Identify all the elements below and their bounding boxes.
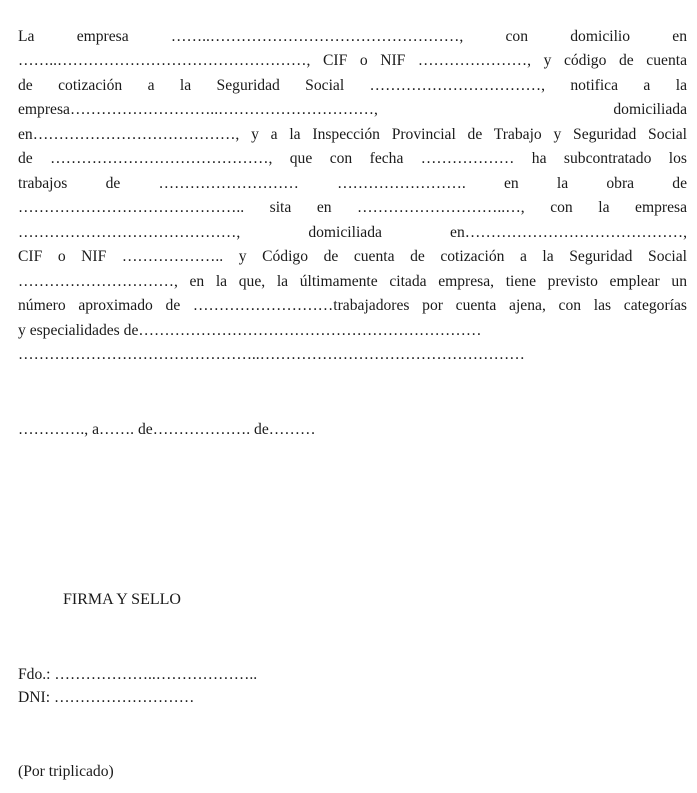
body-line-7: trabajos de ……………………… ……………………. en la obra de [18, 175, 687, 192]
footer-note: (Por triplicado) [18, 763, 114, 780]
dni-line: DNI: ……………………… [18, 689, 195, 706]
body-line-13: y especialidades de………………………………………………………… [18, 322, 482, 339]
body-line-6: de ……………………………………, que con fecha ……………… ha subcontratado los [18, 150, 687, 167]
body-line-10: CIF o NIF ……………….. y Código de cuenta de cotización a la Seguridad Social [18, 248, 687, 265]
date-line: …………., a……. de………………. de……… [18, 421, 316, 438]
body-line-11: …………………………, en la que, la últimamente citada empresa, tiene previsto emplear un [18, 273, 687, 290]
body-line-3: de cotización a la Seguridad Social ……………………………, notifica a la [18, 77, 687, 94]
fdo-line: Fdo.: ………………..……………….. [18, 666, 258, 683]
body-line-1: La empresa ……..…………………………………………, con domicilio en [18, 28, 687, 45]
body-line-2: ……..…………………………………………, CIF o NIF …………………, y código de cuenta [18, 52, 687, 69]
body-line-4: empresa………………………..…………………………, domiciliada [18, 101, 687, 118]
signature-label: FIRMA Y SELLO [63, 591, 181, 608]
body-line-9: ……………………………………, domiciliada en……………………………………, [18, 224, 687, 241]
body-line-12: número aproximado de ………………………trabajadores por cuenta ajena, con las categorías [18, 297, 687, 314]
body-line-14: ………………………………………..…………………………………………… [18, 346, 525, 363]
body-line-5: en…………………………………, y a la Inspección Provincial de Trabajo y Seguridad Social [18, 126, 687, 143]
body-line-8: …………………………………….. sita en ………………………..…, con la empresa [18, 199, 687, 216]
